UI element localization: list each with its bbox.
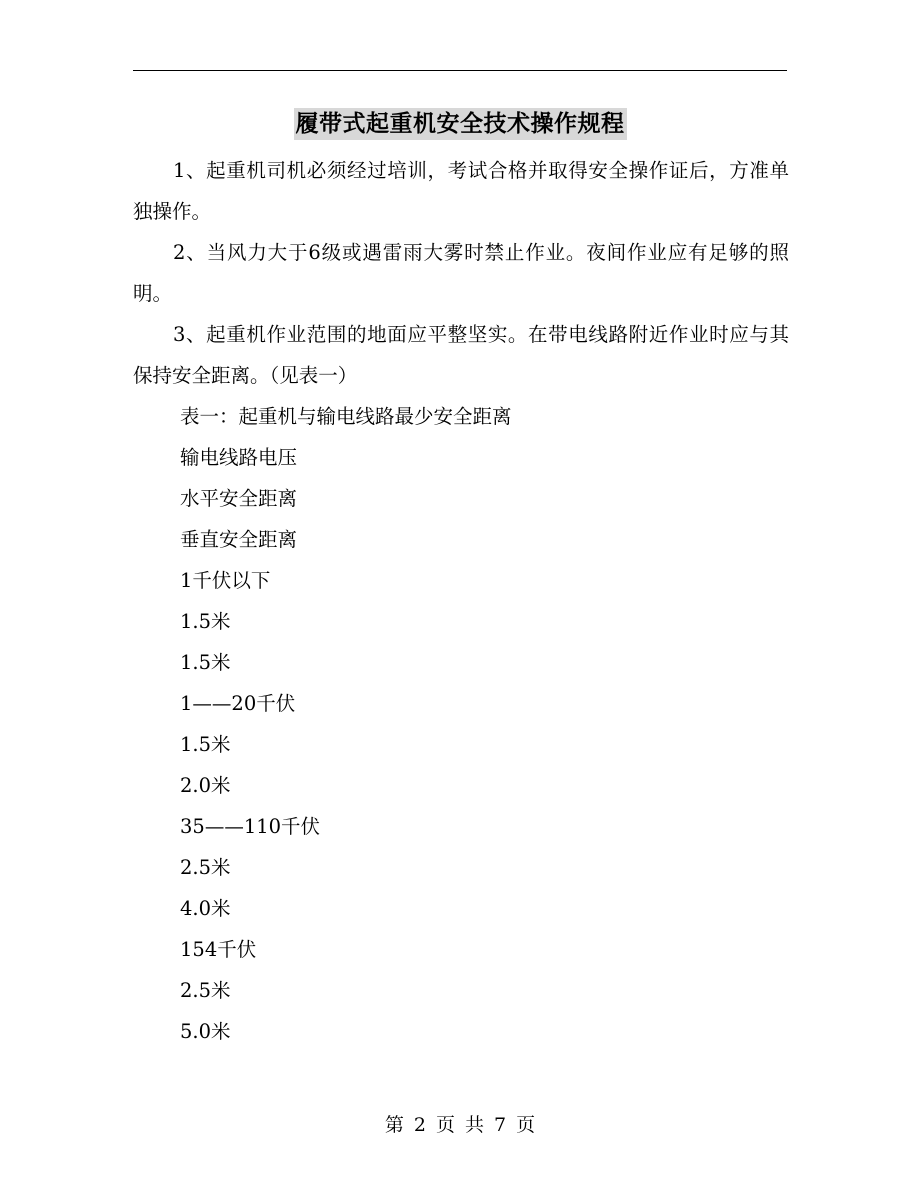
table-cell: 4.0米: [180, 897, 231, 920]
table-cell: 5.0米: [180, 1020, 231, 1043]
paragraph-3: 3、起重机作业范围的地面应平整坚实。在带电线路附近作业时应与其保持安全距离。（见表一）: [133, 323, 789, 387]
table-cell: 2.5米: [180, 979, 231, 1002]
document-title: 履带式起重机安全技术操作规程: [294, 108, 627, 140]
table-header-vertical: 垂直安全距离: [180, 528, 298, 551]
table-cell: 2.0米: [180, 774, 231, 797]
table-cell: 1.5米: [180, 733, 231, 756]
table-cell: 1——20千伏: [180, 692, 296, 715]
title-container: [0, 108, 920, 140]
table-cell: 154千伏: [180, 938, 257, 961]
document-body: [133, 150, 789, 1052]
table-caption: 表一：起重机与输电线路最少安全距离: [180, 405, 512, 428]
table-cell: 1千伏以下: [180, 569, 271, 592]
table-cell: 35——110千伏: [180, 815, 321, 838]
paragraph-2: 2、当风力大于6级或遇雷雨大雾时禁止作业。夜间作业应有足够的照明。: [133, 241, 789, 305]
page-footer: 第 2 页 共 7 页: [384, 1114, 536, 1136]
table-cell: 1.5米: [180, 610, 231, 633]
table-header-voltage: 输电线路电压: [180, 446, 298, 469]
table-header-horizontal: 水平安全距离: [180, 487, 298, 510]
table-cell: 1.5米: [180, 651, 231, 674]
table-cell: 2.5米: [180, 856, 231, 879]
paragraph-1: 1、起重机司机必须经过培训，考试合格并取得安全操作证后，方准单独操作。: [133, 159, 789, 223]
header-rule: [133, 70, 787, 71]
